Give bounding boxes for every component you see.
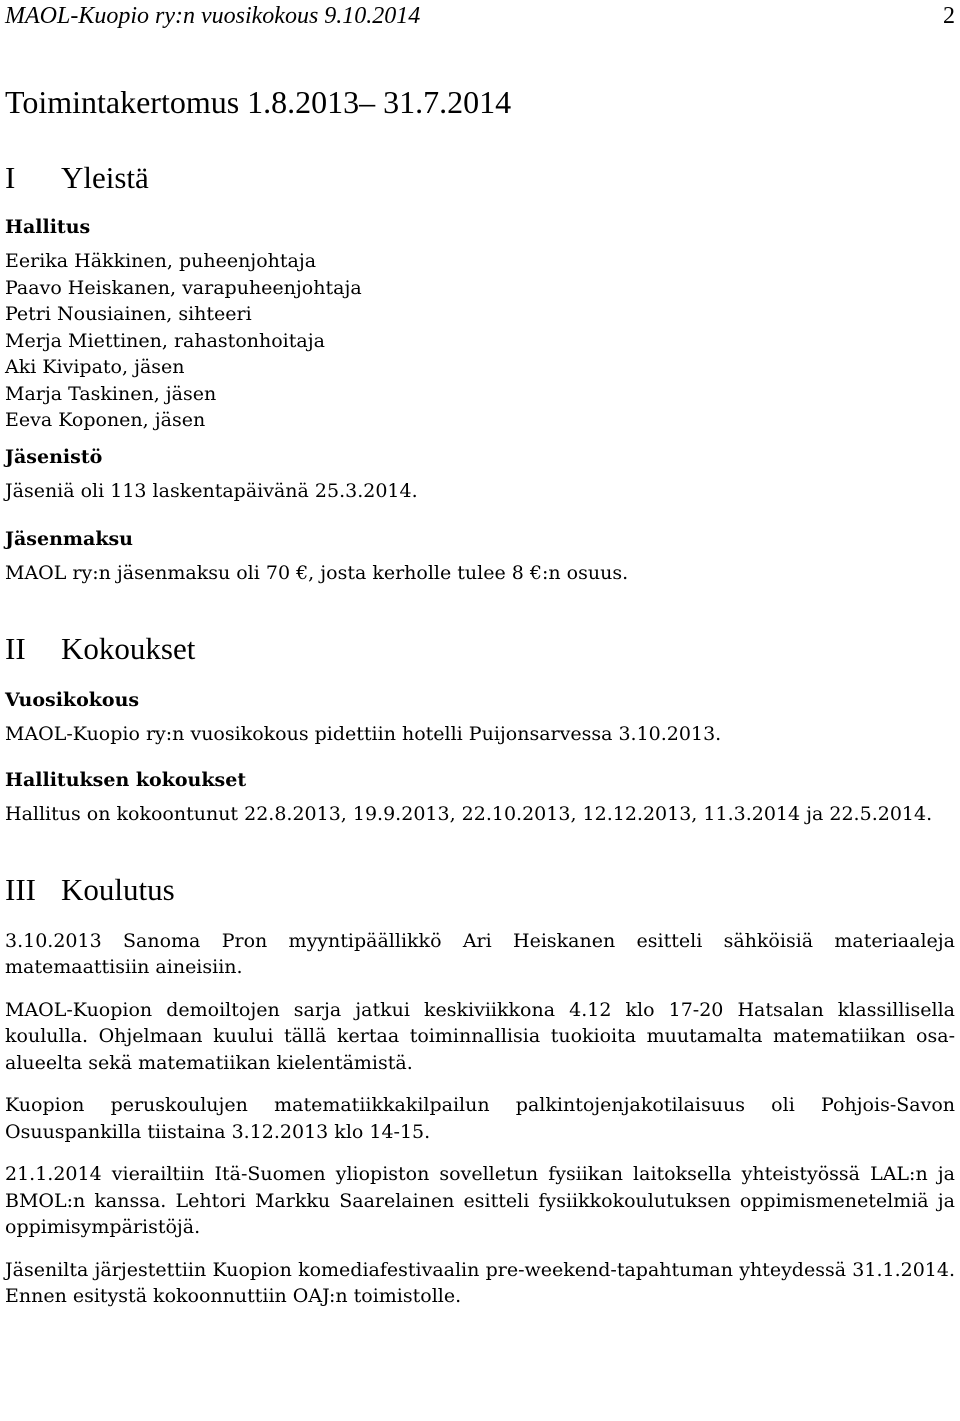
running-header: [5, 2, 955, 32]
section-heading-yleista: [5, 160, 955, 196]
section-title: Koulutus: [61, 871, 175, 907]
koulutus-paragraph: Jäsenilta järjestettiin Kuopion komediafestivaalin pre-weekend-tapahtuman yhteydessä 31.1.2014. Ennen esitystä kokoonnuttiin OAJ:n toimistolle.: [5, 1258, 955, 1307]
section-number: III: [5, 871, 36, 907]
section-title: Yleistä: [61, 160, 149, 195]
koulutus-paragraph: 21.1.2014 vierailtiin Itä-Suomen yliopiston sovelletun fysiikan laitoksella yhteistyössä LAL:n ja BMOL:n kanssa. Lehtori Markku Saarelainen esitteli fysiikkokoulutuksen oppimismenetelmiä ja oppimisympäristöjä.: [5, 1163, 955, 1238]
board-member: Eeva Koponen, jäsen: [5, 409, 206, 431]
section-title: Kokoukset: [61, 630, 196, 666]
section-heading-kokoukset: [5, 631, 955, 667]
koulutus-paragraph: Kuopion peruskoulujen matematiikkakilpailun palkintojenjakotilaisuus oli Pohjois-Savon Osuuspankilla tiistaina 3.12.2013 klo 14-15.: [5, 1094, 955, 1143]
board-member-list: [5, 248, 955, 434]
board-member: Marja Taskinen, jäsen: [5, 382, 217, 405]
koulutus-paragraph: MAOL-Kuopion demoiltojen sarja jatkui keskiviikkona 4.12 klo 17-20 Hatsalan klassillisella koululla. Ohjelmaan kuului tällä kertaa toiminnallisia tuokioita muutamalta matematiikan osa-alueelta sekä matematiikan kielentämistä.: [5, 998, 955, 1074]
running-title: MAOL-Kuopio ry:n vuosikokous 9.10.2014: [5, 3, 421, 29]
jasenmaksu-text: MAOL ry:n jäsenmaksu oli 70 €, josta kerholle tulee 8 €:n osuus.: [5, 562, 629, 584]
section-number: I: [5, 160, 16, 195]
vuosikokous-text: MAOL-Kuopio ry:n vuosikokous pidettiin hotelli Puijonsarvessa 3.10.2013.: [5, 722, 722, 745]
subheading-hallitus: Hallitus: [5, 216, 91, 238]
jasenisto-text: Jäseniä oli 113 laskentapäivänä 25.3.2014.: [5, 479, 418, 502]
subheading-jasenisto: Jäsenistö: [5, 445, 103, 468]
section-number: II: [5, 630, 26, 666]
subheading-jasenmaksu: Jäsenmaksu: [5, 528, 133, 550]
board-member: Paavo Heiskanen, varapuheenjohtaja: [5, 276, 362, 299]
koulutus-paragraph: 3.10.2013 Sanoma Pron myyntipäällikkö Ari Heiskanen esitteli sähköisiä materiaaleja matemaattisiin aineisiin.: [5, 929, 955, 978]
board-member: Petri Nousiainen, sihteeri: [5, 303, 252, 325]
hallituksen-kokoukset-text: Hallitus on kokoontunut 22.8.2013, 19.9.2013, 22.10.2013, 12.12.2013, 11.3.2014 ja 22.5.2014.: [5, 803, 933, 825]
document-page: [5, 0, 955, 1310]
board-member: Merja Miettinen, rahastonhoitaja: [5, 329, 325, 352]
document-title: Toimintakertomus 1.8.2013– 31.7.2014: [5, 84, 512, 120]
subheading-hallituksen-kokoukset: Hallituksen kokoukset: [5, 769, 247, 791]
section-heading-koulutus: [5, 872, 955, 908]
page-number: 2: [943, 3, 955, 29]
board-member: Eerika Häkkinen, puheenjohtaja: [5, 250, 317, 272]
subheading-vuosikokous: Vuosikokous: [5, 688, 140, 711]
board-member: Aki Kivipato, jäsen: [5, 356, 185, 378]
